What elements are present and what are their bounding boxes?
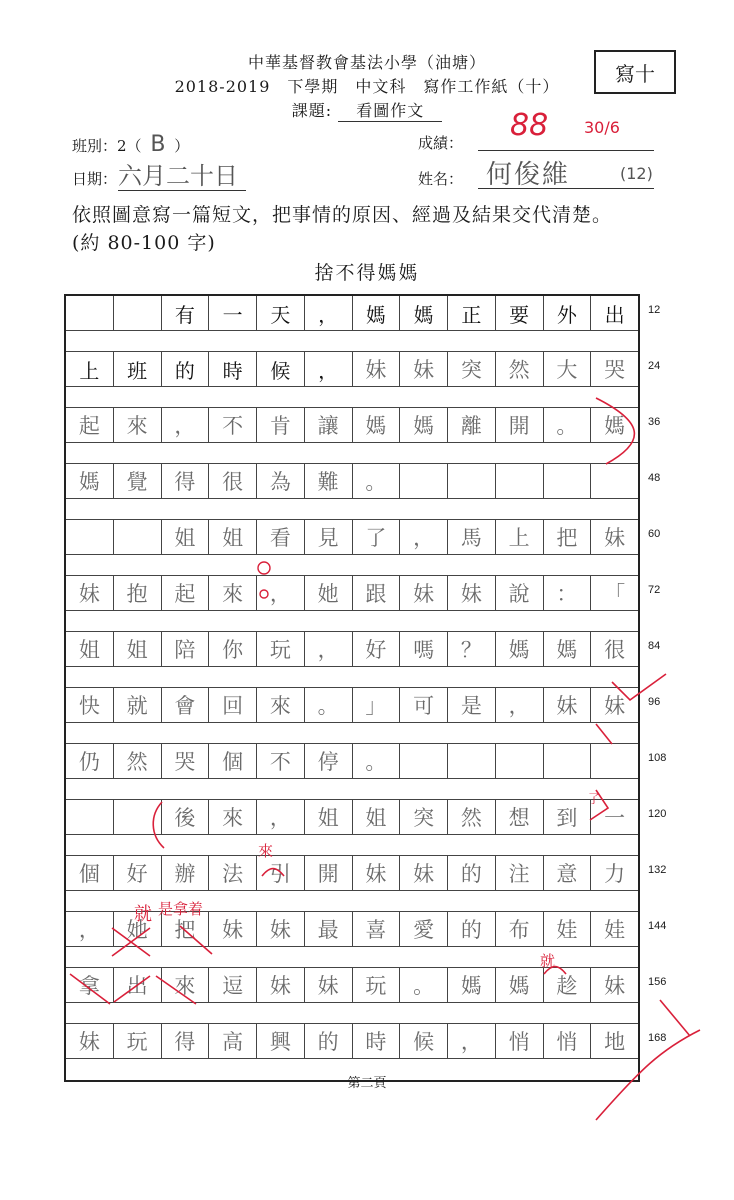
grid-cell: 她	[305, 576, 353, 610]
grid-cell: ，	[400, 520, 448, 554]
grid-cell: 很	[209, 464, 257, 498]
row-count: 120	[648, 808, 667, 820]
grid-cell: 玩	[114, 1024, 162, 1058]
worksheet-tag: 寫十	[594, 50, 676, 94]
grid-cell: 的	[162, 352, 210, 386]
school-name: 中華基督教會基法小學（油塘）	[247, 53, 486, 72]
strike-chu	[114, 976, 150, 1002]
grid-cell: 個	[66, 856, 114, 890]
grid-cell: 喜	[353, 912, 401, 946]
grid-cell: 肯	[257, 408, 305, 442]
name-label: 姓名：	[418, 170, 464, 188]
grid-cell: 馬	[448, 520, 496, 554]
grid-cell: 姐	[353, 800, 401, 834]
instruction-line-1: 依照圖意寫一篇短文，把事情的原因、經過及結果交代清楚。	[72, 204, 613, 226]
grid-cell: 好	[114, 856, 162, 890]
grid-cell: 看	[257, 520, 305, 554]
correction-note-5: 了	[588, 792, 601, 806]
grid-cell: 媽	[544, 632, 592, 666]
grid-cell: 妹	[66, 1024, 114, 1058]
grid-cell: 媽	[353, 296, 401, 330]
grid-cell: 妹	[400, 352, 448, 386]
grid-cell: 哭	[604, 358, 626, 382]
page-number: 第二頁	[347, 1076, 387, 1091]
row-count: 144	[648, 920, 667, 932]
topic-value: 看圖作文	[338, 98, 442, 122]
instruction-line-2: (約 80-100 字)	[72, 232, 216, 254]
correction-note-4: 就	[540, 952, 556, 970]
grid-cell: 起	[162, 576, 210, 610]
grid-cell: 候	[257, 352, 305, 386]
grid-cell: 出	[604, 302, 625, 327]
circle-mark	[258, 562, 270, 574]
grid-cell: 不	[257, 744, 305, 778]
correction-note-2: 就	[134, 904, 152, 925]
grid-cell: 要	[496, 296, 544, 330]
grid-cell: 媽	[400, 296, 448, 330]
grade-label: 成績：	[418, 134, 464, 152]
grid-cell: 姐	[114, 632, 162, 666]
grid-cell: 來	[209, 576, 257, 610]
grid-cell: 停	[305, 744, 353, 778]
grid-cell: 妹	[257, 912, 305, 946]
grid-cell: 不	[209, 408, 257, 442]
grid-cell: 是	[448, 688, 496, 722]
grid-cell: 玩	[353, 968, 401, 1002]
grade-note: 30/6	[584, 118, 620, 137]
grid-cell: ，	[257, 800, 305, 834]
grid-cell: ，	[257, 576, 305, 610]
class-label: 班別：2（	[72, 137, 142, 155]
row-count: 84	[648, 640, 661, 652]
grid-cell: 的	[448, 856, 496, 890]
grid-cell: 。	[353, 744, 401, 778]
grid-cell: 玩	[257, 632, 305, 666]
grid-cell: 媽	[353, 408, 401, 442]
strike-na	[70, 974, 110, 1004]
grid-cell: 愛	[400, 912, 448, 946]
grid-cell: ，	[448, 1024, 496, 1058]
tick-mark-6	[660, 1000, 690, 1036]
grid-cell: 正	[448, 296, 496, 330]
grid-cell: 很	[604, 638, 626, 662]
grid-cell: 班	[114, 352, 162, 386]
grid-cell: ，	[66, 912, 114, 946]
grid-cell: ，	[162, 408, 210, 442]
grid-cell: 。	[305, 688, 353, 722]
grid-cell: 陪	[162, 632, 210, 666]
grid-cell: 離	[448, 408, 496, 442]
grid-cell: 妹	[257, 968, 305, 1002]
grid-cell: 快	[66, 688, 114, 722]
grid-cell: 開	[305, 856, 353, 890]
grid-cell: 嗎	[400, 632, 448, 666]
grid-cell: 你	[209, 632, 257, 666]
grid-cell: 逗	[209, 968, 257, 1002]
grid-cell: ，	[305, 632, 353, 666]
grid-cell: 妹	[604, 694, 626, 718]
tick-mark-1	[596, 398, 634, 464]
grid-cell: 高	[209, 1024, 257, 1058]
grid-cell: 媽	[496, 632, 544, 666]
grid-cell: 把	[544, 520, 592, 554]
grid-cell: 見	[305, 520, 353, 554]
row-count: 12	[648, 304, 661, 316]
grid-cell: 抱	[114, 576, 162, 610]
grid-cell: 姐	[162, 520, 210, 554]
grid-cell: 一	[604, 806, 626, 830]
grid-cell: 妹	[448, 576, 496, 610]
grid-cell: 有	[162, 296, 210, 330]
grid-cell: ，	[496, 688, 544, 722]
grid-cell: 妹	[353, 856, 401, 890]
grid-cell: ，	[305, 352, 353, 386]
paragraph-bracket	[153, 802, 164, 848]
grid-cell: 讓	[305, 408, 353, 442]
name-number: (12)	[620, 164, 653, 183]
grid-cell: 力	[604, 862, 626, 886]
grid-cell: 悄	[496, 1024, 544, 1058]
grid-cell: 後	[162, 800, 210, 834]
row-count: 36	[648, 416, 661, 428]
grid-cell: 回	[209, 688, 257, 722]
grid-cell: 大	[544, 352, 592, 386]
grid-cell: 引	[257, 856, 305, 890]
grid-cell: 。	[400, 968, 448, 1002]
grid-cell: 把	[162, 912, 210, 946]
grid-cell: 來	[209, 800, 257, 834]
grid-cell: 得	[162, 1024, 210, 1058]
grid-cell: 最	[305, 912, 353, 946]
grid-cell: 媽	[604, 414, 626, 438]
class-value: B	[150, 132, 166, 157]
grid-cell: 辦	[162, 856, 210, 890]
grid-cell: 上	[496, 520, 544, 554]
grid-cell: 她	[114, 912, 162, 946]
grid-cell: 娃	[604, 918, 626, 942]
grid-cell: 跟	[353, 576, 401, 610]
grid-cell: 來	[114, 408, 162, 442]
grid-cell: ？	[448, 632, 496, 666]
grid-cell: 」	[353, 688, 401, 722]
grid-cell: 的	[448, 912, 496, 946]
grid-cell: 突	[400, 800, 448, 834]
row-count: 60	[648, 528, 661, 540]
grid-cell: 趁	[544, 968, 592, 1002]
date-value: 六月二十日	[118, 162, 238, 190]
grid-cell: 得	[162, 464, 210, 498]
grid-cell: 興	[257, 1024, 305, 1058]
grid-cell: 妹	[400, 856, 448, 890]
grid-cell: 的	[305, 1024, 353, 1058]
grid-cell: 拿	[66, 968, 114, 1002]
grid-cell: 時	[209, 352, 257, 386]
grid-cell: 「	[604, 582, 626, 606]
grid-cell: 想	[496, 800, 544, 834]
grid-cell: 時	[353, 1024, 401, 1058]
grid-cell: 妹	[209, 912, 257, 946]
insert-caret-1	[262, 869, 284, 877]
grid-cell: 仍	[66, 744, 114, 778]
row-count: 168	[648, 1032, 667, 1044]
name-value: 何俊維	[486, 160, 571, 190]
grid-cell: 注	[496, 856, 544, 890]
grid-cell: 覺	[114, 464, 162, 498]
row-count: 96	[648, 696, 661, 708]
grid-cell: 天	[257, 296, 305, 330]
grid-cell: 說	[496, 576, 544, 610]
tick-mark-2	[612, 674, 666, 700]
grid-cell: 姐	[66, 632, 114, 666]
grid-cell: 妹	[305, 968, 353, 1002]
grid-cell: 候	[400, 1024, 448, 1058]
grid-cell: 哭	[162, 744, 210, 778]
row-count: 48	[648, 472, 661, 484]
row-count: 108	[648, 752, 667, 764]
grid-cell: ：	[544, 576, 592, 610]
grid-cell: 媽	[448, 968, 496, 1002]
row-count: 72	[648, 584, 661, 596]
grid-cell: 媽	[496, 968, 544, 1002]
grid-cell: 姐	[305, 800, 353, 834]
grid-cell: 法	[209, 856, 257, 890]
strike-lai	[156, 976, 196, 1004]
grid-cell: 難	[305, 464, 353, 498]
grid-cell: 然	[448, 800, 496, 834]
correction-note-1: 來	[258, 842, 274, 860]
class-close: ）	[174, 137, 190, 155]
row-count: 132	[648, 864, 667, 876]
grid-cell: 姐	[209, 520, 257, 554]
row-count: 156	[648, 976, 667, 988]
strike-ba	[180, 926, 212, 954]
grid-cell: 上	[66, 352, 114, 386]
grid-cell: 開	[496, 408, 544, 442]
worksheet-subtitle: 2018-2019 下學期 中文科 寫作工作紙（十）	[174, 77, 560, 96]
grid-cell: 媽	[66, 464, 114, 498]
grid-cell: 突	[448, 352, 496, 386]
grid-cell: 。	[544, 408, 592, 442]
grid-cell: 外	[544, 296, 592, 330]
correction-note-3: 是拿着	[158, 900, 204, 918]
grid-cell: 然	[114, 744, 162, 778]
grid-cell: ，	[305, 296, 353, 330]
grid-cell: 起	[66, 408, 114, 442]
grid-cell: 到	[544, 800, 592, 834]
grid-cell: 為	[257, 464, 305, 498]
grid-cell: 妹	[400, 576, 448, 610]
grid-cell: 妹	[604, 974, 626, 998]
grade-value: 88	[510, 108, 549, 143]
topic-label: 課題:	[291, 101, 333, 120]
grid-cell: 妹	[66, 576, 114, 610]
grid-cell: 地	[604, 1030, 626, 1054]
tick-mark-3	[596, 724, 612, 744]
grid-cell: 一	[209, 296, 257, 330]
grid-cell: 意	[544, 856, 592, 890]
essay-title: 捨不得媽媽	[314, 262, 420, 284]
grid-cell: 然	[496, 352, 544, 386]
grid-cell: 悄	[544, 1024, 592, 1058]
grid-cell: 妹	[353, 352, 401, 386]
grid-cell: 就	[114, 688, 162, 722]
row-count: 24	[648, 360, 661, 372]
date-label: 日期：	[72, 170, 118, 188]
grid-cell: 妹	[604, 526, 626, 550]
grid-cell: 娃	[544, 912, 592, 946]
grid-cell: 來	[257, 688, 305, 722]
grid-cell: 。	[353, 464, 401, 498]
grid-cell: 了	[353, 520, 401, 554]
grid-cell: 可	[400, 688, 448, 722]
grid-cell: 好	[353, 632, 401, 666]
grid-cell: 會	[162, 688, 210, 722]
grid-cell: 布	[496, 912, 544, 946]
grid-cell: 來	[162, 968, 210, 1002]
grid-cell: 出	[114, 968, 162, 1002]
grid-cell: 妹	[544, 688, 592, 722]
circle-mark-2	[260, 590, 268, 598]
grid-cell: 媽	[400, 408, 448, 442]
grid-cell: 個	[209, 744, 257, 778]
